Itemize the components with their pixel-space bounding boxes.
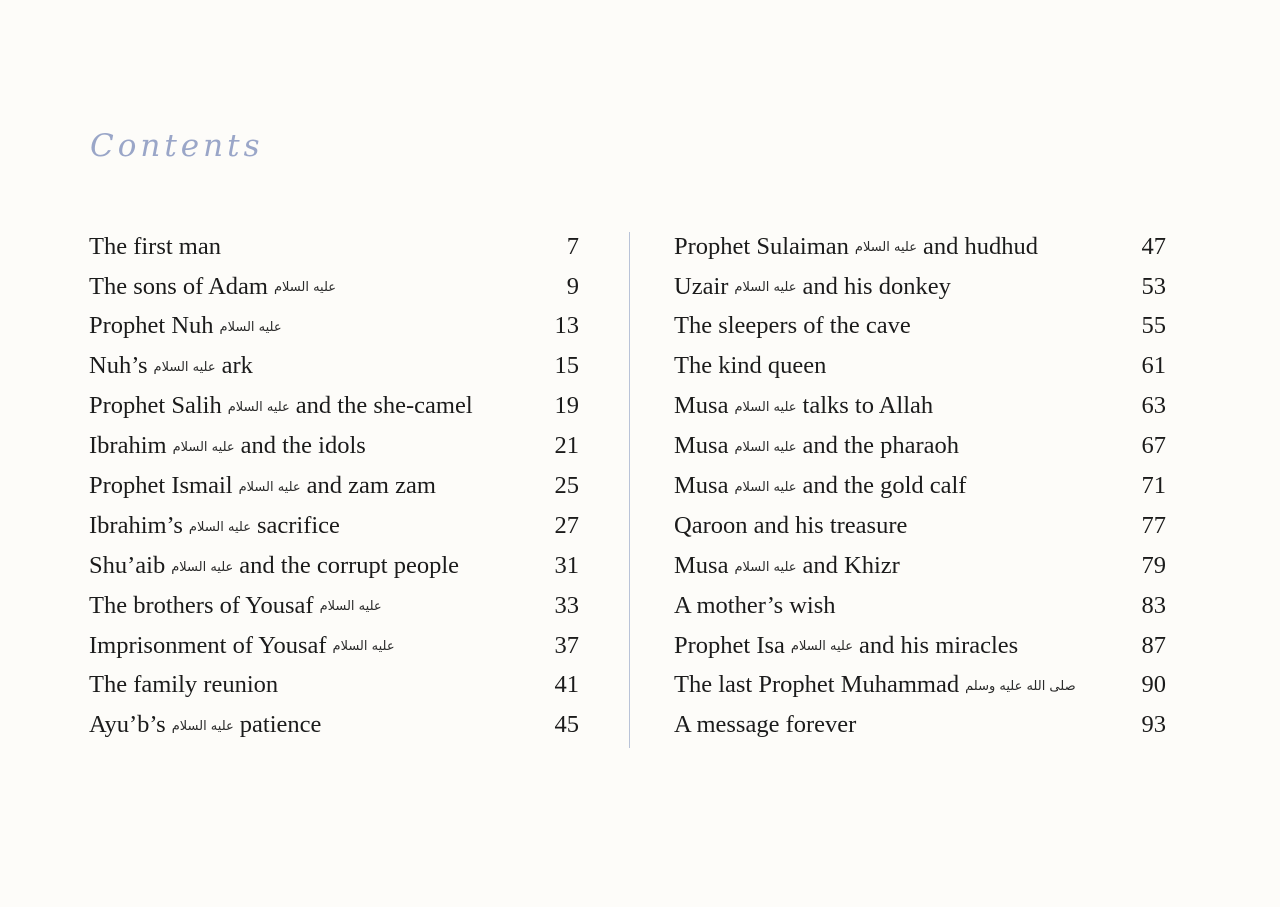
honorific-mark: عليه السلام	[332, 639, 395, 655]
honorific-mark: عليه السلام	[734, 479, 797, 495]
toc-entry-title: A mother’s wish	[674, 591, 836, 619]
toc-entry[interactable]	[674, 307, 1166, 347]
toc-entry-title: Imprisonment of Yousaf عليه السلام	[89, 631, 395, 659]
toc-entry-title: Musa عليه السلام and Khizr	[674, 551, 900, 579]
toc-page-number: 93	[1141, 711, 1166, 739]
toc-entry-title: The brothers of Yousaf عليه السلام	[89, 591, 382, 619]
toc-page-number: 41	[554, 671, 579, 699]
toc-entry-title: A message forever	[674, 711, 857, 739]
toc-page-number: 45	[554, 711, 579, 739]
toc-entry-title: Prophet Sulaiman عليه السلام and hudhud	[674, 232, 1038, 260]
toc-entry[interactable]	[89, 426, 579, 466]
toc-page-number: 47	[1141, 232, 1166, 260]
toc-page-number: 63	[1141, 392, 1166, 420]
toc-entry[interactable]	[674, 666, 1166, 706]
honorific-mark: عليه السلام	[734, 280, 797, 296]
toc-entry[interactable]	[89, 466, 579, 506]
toc-entry[interactable]	[89, 387, 579, 427]
toc-entry-title: Uzair عليه السلام and his donkey	[674, 272, 951, 300]
toc-entry[interactable]	[674, 466, 1166, 506]
toc-entry[interactable]	[89, 586, 579, 626]
toc-entry[interactable]	[89, 347, 579, 387]
toc-page-number: 83	[1141, 591, 1166, 619]
toc-entry-title: Ayu’b’s عليه السلام patience	[89, 711, 322, 739]
toc-entry-title: The sleepers of the cave	[674, 312, 911, 340]
toc-entry[interactable]	[674, 626, 1166, 666]
toc-left-column	[89, 227, 579, 746]
honorific-mark: عليه السلام	[172, 439, 235, 455]
toc-entry[interactable]	[89, 506, 579, 546]
toc-entry-title: Prophet Nuh عليه السلام	[89, 312, 282, 340]
toc-page-number: 67	[1141, 432, 1166, 460]
honorific-mark: عليه السلام	[319, 599, 382, 615]
toc-page-number: 19	[554, 392, 579, 420]
honorific-mark: عليه السلام	[790, 639, 853, 655]
toc-entry-title: Musa عليه السلام and the gold calf	[674, 472, 967, 500]
toc-entry-title: Qaroon and his treasure	[674, 511, 908, 539]
toc-page-number: 87	[1141, 631, 1166, 659]
toc-entry[interactable]	[674, 426, 1166, 466]
toc-entry-title: The family reunion	[89, 671, 279, 699]
toc-page-number: 9	[566, 272, 579, 300]
toc-entry-title: The last Prophet Muhammad صلى الله عليه وسلم	[674, 671, 1076, 699]
honorific-mark: عليه السلام	[171, 559, 234, 575]
toc-page-number: 90	[1141, 671, 1166, 699]
toc-entry[interactable]	[89, 227, 579, 267]
honorific-mark: عليه السلام	[273, 280, 337, 296]
toc-page-number: 37	[554, 631, 579, 659]
toc-entry[interactable]	[89, 666, 579, 706]
toc-entry[interactable]	[674, 267, 1166, 307]
toc-page-number: 15	[554, 352, 579, 380]
toc-page-number: 55	[1141, 312, 1166, 340]
toc-entry[interactable]	[89, 626, 579, 666]
toc-entry-title: Prophet Isa عليه السلام and his miracles	[674, 631, 1019, 659]
honorific-mark: عليه السلام	[171, 719, 234, 735]
toc-page-number: 53	[1141, 272, 1166, 300]
honorific-mark: عليه السلام	[734, 400, 797, 415]
toc-entry[interactable]	[89, 267, 579, 307]
toc-entry-title: Ibrahim عليه السلام and the idols	[89, 432, 366, 460]
toc-entry[interactable]	[89, 307, 579, 347]
toc-page-number: 7	[566, 232, 579, 260]
toc-entry[interactable]	[674, 506, 1166, 546]
toc-entry[interactable]	[674, 586, 1166, 626]
honorific-mark: عليه السلام	[188, 519, 251, 535]
toc-page-number: 71	[1141, 472, 1166, 500]
toc-entry-title: Nuh’s عليه السلام ark	[89, 352, 253, 380]
honorific-mark: عليه السلام	[734, 559, 797, 575]
toc-entry[interactable]	[89, 706, 579, 746]
toc-entry[interactable]	[89, 546, 579, 586]
toc-page-number: 13	[554, 312, 579, 340]
toc-entry-title: Prophet Salih عليه السلام and the she-camel	[89, 392, 473, 420]
honorific-mark: عليه السلام	[238, 479, 301, 495]
toc-right-column	[674, 227, 1166, 746]
toc-page-number: 25	[554, 472, 579, 500]
toc-page-number: 27	[554, 511, 579, 539]
toc-entry-title: Musa عليه السلام and the pharaoh	[674, 432, 959, 460]
toc-entry[interactable]	[674, 706, 1166, 746]
toc-page-number: 31	[554, 551, 579, 579]
toc-page-number: 79	[1141, 551, 1166, 579]
toc-entry-title: The first man	[89, 232, 221, 260]
honorific-mark: صلى الله عليه وسلم	[965, 679, 1076, 695]
toc-entry[interactable]	[674, 347, 1166, 387]
toc-entry[interactable]	[674, 546, 1166, 586]
honorific-mark: عليه السلام	[219, 320, 282, 336]
honorific-mark: عليه السلام	[153, 360, 216, 376]
toc-page-number: 33	[554, 591, 579, 619]
toc-entry-title: Shu’aib عليه السلام and the corrupt people	[89, 551, 460, 579]
toc-entry-title: Prophet Ismail عليه السلام and zam zam	[89, 472, 436, 500]
toc-page-number: 61	[1141, 352, 1166, 380]
column-divider	[629, 232, 630, 748]
toc-entry[interactable]	[674, 227, 1166, 267]
toc-entry-title: The sons of Adam عليه السلام	[89, 272, 337, 300]
toc-page-number: 77	[1141, 511, 1166, 539]
honorific-mark: عليه السلام	[227, 400, 290, 415]
page-title: Contents	[90, 128, 264, 164]
toc-entry-title: Ibrahim’s عليه السلام sacrifice	[89, 511, 340, 539]
honorific-mark: عليه السلام	[854, 240, 917, 256]
honorific-mark: عليه السلام	[734, 439, 797, 455]
toc-entry[interactable]	[674, 387, 1166, 427]
toc-entry-title: The kind queen	[674, 352, 827, 380]
toc-entry-title: Musa عليه السلام talks to Allah	[674, 392, 934, 420]
toc-page-number: 21	[554, 432, 579, 460]
